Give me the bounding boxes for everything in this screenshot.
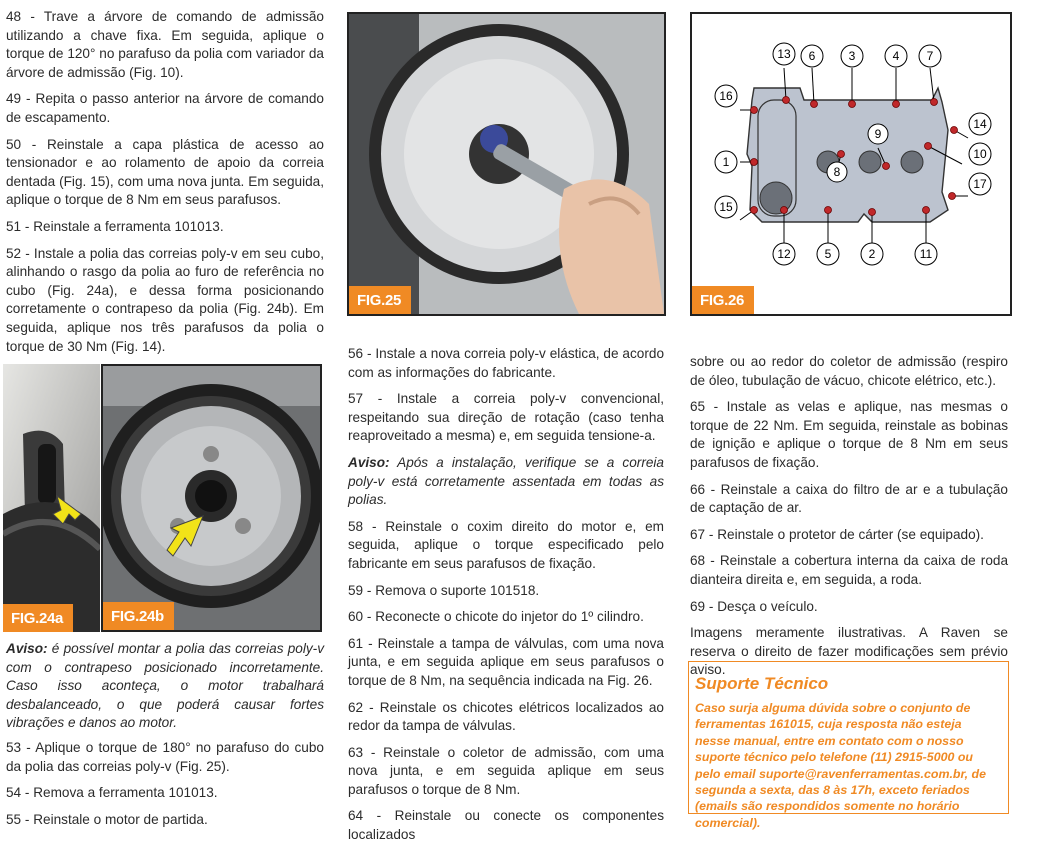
step-66: 66 - Reinstale a caixa do filtro de ar e a tubulação de captação de ar. — [690, 481, 1008, 516]
step-69: 69 - Desça o veículo. — [690, 598, 818, 614]
step-49: 49 - Repita o passo anterior na árvore de comando de escapamento. — [6, 91, 324, 125]
step-50: 50 - Reinstale a capa plástica de acesso ao tensionador e ao rolamento de apoio da correia dentada (Fig. 15), com uma nova junta. Em seguida, aplique o torque de 8 Nm em seus parafusos. — [6, 136, 324, 208]
svg-text:9: 9 — [874, 127, 882, 141]
svg-text:8: 8 — [833, 165, 841, 179]
step-56: 56 - Instale a nova correia poly-v elástica, de acordo com as informações do fabricante. — [348, 346, 664, 380]
bolt-label-3 — [841, 45, 863, 67]
step-53: 53 - Aplique o torque de 180° no parafuso do cubo da polia das correias poly-v (Fig. 25). — [6, 739, 324, 774]
bolt-label-11 — [915, 243, 937, 265]
bolt-label-10 — [969, 143, 991, 165]
fig26-label: FIG.26 — [692, 286, 754, 314]
step-51: 51 - Reinstale a ferramenta 101013. — [6, 218, 224, 234]
bolt-label-1 — [715, 151, 737, 173]
step-58: 58 - Reinstale o coxim direito do motor e, em seguida, aplique o torque especificado pelo fabricante em seus parafusos de fixação. — [348, 518, 664, 571]
torque-wrench-photo — [349, 14, 664, 314]
bolt-label-13 — [773, 43, 795, 65]
support-body: Caso surja alguma dúvida sobre o conjunto de ferramentas 161015, cuja resposta não esteja nesse manual, entre em contato com o nosso suporte técnico pelo telefone (11) 2915-5000 ou pelo email suporte@ravenferramentas.com.br, de segunda a sexta, das 8 às 17h, exceto feriados (emails são respondidos somente no horário comercial). — [695, 701, 986, 830]
bolt-label-8 — [827, 162, 847, 182]
step-64: 64 - Reinstale ou conecte os componentes localizados — [348, 808, 664, 843]
svg-text:2: 2 — [868, 247, 876, 261]
figure-26 — [690, 12, 1012, 316]
svg-text:4: 4 — [892, 49, 900, 63]
svg-text:16: 16 — [719, 89, 733, 103]
step-61: 61 - Reinstale a tampa de válvulas, com uma nova junta, e em seguida aplique em seus parafusos o torque de 8 Nm, na sequência indicada na Fig. 26. — [348, 635, 664, 688]
bolt-label-2 — [861, 243, 883, 265]
support-box — [688, 661, 1009, 830]
spark-hole-2 — [859, 151, 881, 173]
svg-text:15: 15 — [719, 200, 733, 214]
fig24a-label: FIG.24a — [3, 604, 73, 632]
step-60: 60 - Reconecte o chicote do injetor do 1º cilindro. — [348, 609, 644, 625]
column-2 — [348, 345, 664, 853]
figure-24b — [101, 364, 322, 632]
svg-text:14: 14 — [973, 117, 987, 131]
bolt-label-6 — [801, 45, 823, 67]
fig25-label: FIG.25 — [349, 286, 411, 314]
step-65: 65 - Instale as velas e aplique, nas mesmas o torque de 22 Nm. Em seguida, reinstale as bobinas de ignição e aplique o torque de 8 Nm em seus parafusos de fixação. — [690, 399, 1008, 470]
valve-cover-diagram — [692, 14, 1010, 314]
step-64-cont: sobre ou ao redor do coletor de admissão (respiro de óleo, tubulação de vácuo, chicote elétrico, etc.). — [690, 354, 1008, 388]
disclaimer: Imagens meramente ilustrativas. A Raven se reserva o direito de fazer modificações sem prévio aviso. — [690, 625, 1008, 678]
svg-text:1: 1 — [722, 155, 730, 169]
fig24b-label: FIG.24b — [103, 602, 174, 630]
step-52: 52 - Instale a polia das correias poly-v em seu cubo, alinhando o rasgo da polia ao furo de referência no cubo (Fig. 24a), e dessa forma posicionando corretamente o contrapeso da polia (Fig. 24b). Em seguida, aplique nos três parafusos da polia o torque de 30 Nm (Fig. 14). — [6, 245, 324, 354]
step-54: 54 - Remova a ferramenta 101013. — [6, 785, 218, 801]
svg-text:13: 13 — [777, 47, 791, 61]
step-59: 59 - Remova o suporte 101518. — [348, 582, 540, 598]
pulley-slot-photo — [3, 364, 100, 632]
step-55: 55 - Reinstale o motor de partida. — [6, 811, 208, 827]
figure-24a — [3, 364, 100, 632]
warning-belt: Aviso: Após a instalação, verifique se a correia poly-v está corretamente assentada em todas as polias. — [348, 454, 664, 508]
svg-text:12: 12 — [777, 247, 791, 261]
bolt-label-9 — [868, 124, 888, 144]
bolt-label-7 — [919, 45, 941, 67]
column-1 — [6, 8, 324, 364]
bolt-label-15 — [715, 196, 737, 218]
support-title: Suporte Técnico — [695, 674, 829, 693]
svg-text:11: 11 — [919, 247, 933, 261]
pulley-front-photo — [103, 366, 320, 630]
step-68: 68 - Reinstale a cobertura interna da caixa de roda dianteira direita e, em seguida, a roda. — [690, 553, 1008, 587]
svg-text:3: 3 — [848, 49, 856, 63]
step-67: 67 - Reinstale o protetor de cárter (se equipado). — [690, 526, 984, 542]
step-62: 62 - Reinstale os chicotes elétricos localizados ao redor da tampa de válvulas. — [348, 699, 664, 734]
bolt-label-4 — [885, 45, 907, 67]
svg-text:7: 7 — [926, 49, 934, 63]
step-63: 63 - Reinstale o coletor de admissão, com uma nova junta, e em seguida aplique em seus parafusos o torque de 8 Nm. — [348, 744, 664, 797]
column-3 — [690, 353, 1008, 688]
bolt-label-12 — [773, 243, 795, 265]
bolt-label-14 — [969, 113, 991, 135]
bolt-label-16 — [715, 85, 737, 107]
svg-text:6: 6 — [808, 49, 816, 63]
bolt-label-5 — [817, 243, 839, 265]
step-57: 57 - Instale a correia poly-v convencional, respeitando sua direção de rotação (caso tenha reaproveitado a mesma) e, em seguida tensione-a. — [348, 391, 664, 444]
step-48: 48 - Trave a árvore de comando de admissão utilizando a chave fixa. Em seguida, aplique o torque de 120° no parafuso da polia com variador da árvore de admissão (Fig. 10). — [6, 9, 324, 80]
svg-text:10: 10 — [973, 147, 987, 161]
figure-25 — [347, 12, 666, 316]
warning-pulley: Aviso: é possível montar a polia das correias poly-v com o contrapeso posicionado incorretamente. Caso isso aconteça, o motor trabalhará desbalanceado, o que poderá causar fortes vibrações e danos ao motor. — [6, 641, 324, 731]
svg-text:17: 17 — [973, 177, 987, 191]
column-1-bottom — [6, 640, 324, 837]
svg-text:5: 5 — [824, 247, 832, 261]
bolt-label-17 — [969, 173, 991, 195]
spark-hole-3 — [901, 151, 923, 173]
